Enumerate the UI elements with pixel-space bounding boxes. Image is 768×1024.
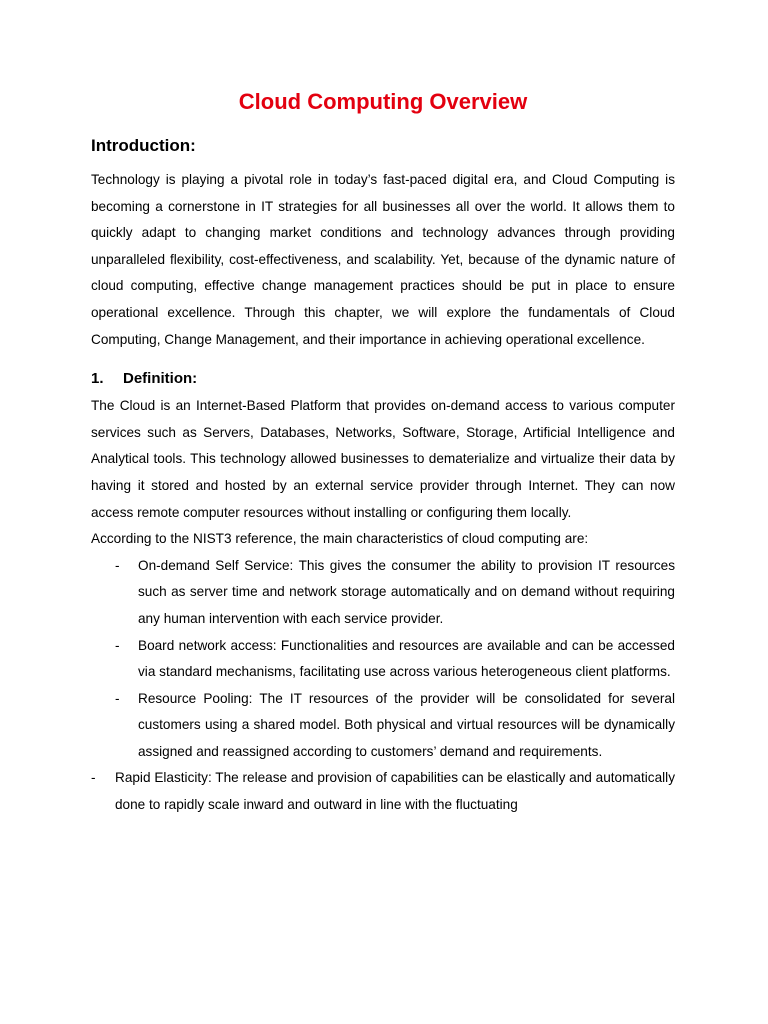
list-item-text: Board network access: Functionalities and resources are available and can be accessed via standard mechanisms, facilitating use across various heterogeneous client platforms.	[138, 637, 675, 680]
definition-heading	[91, 366, 675, 392]
list-item-text: Rapid Elasticity: The release and provision of capabilities can be elastically and automatically done to rapidly scale inward and outward in line with the fluctuating	[115, 770, 675, 813]
definition-paragraph: The Cloud is an Internet-Based Platform that provides on-demand access to various computer services such as Servers, Databases, Networks, Software, Storage, Artificial Intelligence and Analytical tools. This technology allowed businesses to dematerialize and virtualize their data by having it stored and hosted by an external service provider through Internet. They can now access remote computer resources without installing or configuring them locally.	[91, 398, 675, 520]
list-item-text: On-demand Self Service: This gives the consumer the ability to provision IT resources such as server time and network storage automatically and on demand without requiring any human intervention with each service provider.	[138, 557, 675, 626]
introduction-heading: Introduction:	[91, 136, 196, 155]
document-title: Cloud Computing Overview	[238, 89, 528, 114]
list-item-outer	[91, 765, 675, 818]
introduction-paragraph: Technology is playing a pivotal role in today’s fast-paced digital era, and Cloud Computing is becoming a cornerstone in IT strategies for all businesses all over the world. It allows them to quickly adapt to changing market conditions and technology advances through providing unparalleled flexibility, cost-effectiveness, and scalability. Yet, because of the dynamic nature of cloud computing, effective change management practices should be put in place to ensure operational excellence. Through this chapter, we will explore the fundamentals of Cloud Computing, Change Management, and their importance in achieving operational excellence.	[91, 172, 675, 347]
bullet-dash: -	[115, 690, 120, 706]
document-body	[91, 86, 675, 819]
characteristics-list	[91, 553, 675, 766]
bullet-dash: -	[115, 557, 120, 573]
characteristics-lead: According to the NIST3 reference, the main characteristics of cloud computing are:	[91, 531, 589, 547]
section-title: Definition:	[123, 370, 198, 388]
list-item	[91, 686, 675, 766]
bullet-dash: -	[91, 770, 96, 786]
list-item-text: Resource Pooling: The IT resources of the provider will be consolidated for several customers using a shared model. Both physical and virtual resources will be dynamically assigned and reassigned according to customers’ demand and requirements.	[138, 690, 675, 759]
section-number: 1.	[91, 370, 104, 388]
list-item	[91, 633, 675, 686]
list-item	[91, 553, 675, 633]
bullet-dash: -	[115, 637, 120, 653]
